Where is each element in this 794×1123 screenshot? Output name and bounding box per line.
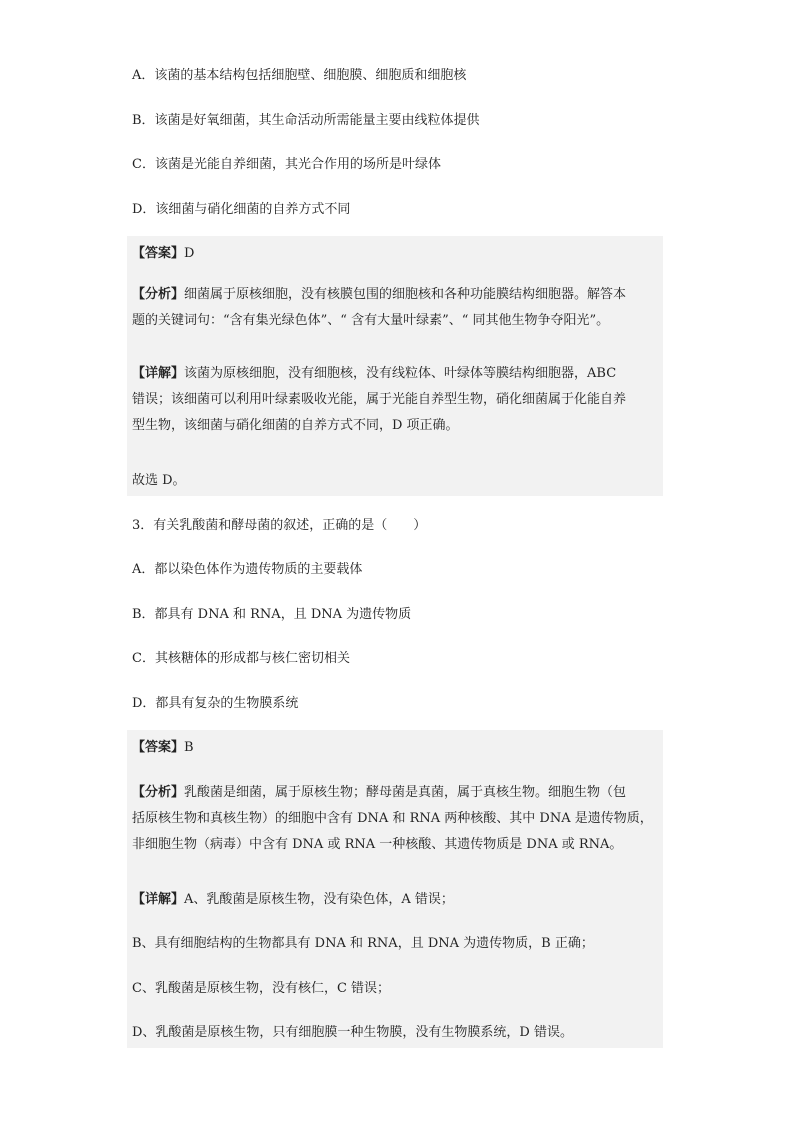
q2-detail-line-2: 错误；该细菌可以利用叶绿素吸收光能，属于光能自养型生物，硝化细菌属于化能自养 (132, 392, 627, 407)
q3-option-d: D．都具有复杂的生物膜系统 (132, 696, 299, 711)
q3-analysis-line-1 (132, 780, 662, 806)
q3-answer (132, 738, 662, 758)
q2-answer (132, 244, 662, 264)
q3-analysis-line-2: 括原核生物和真核生物）的细胞中含有 DNA 和 RNA 两种核酸、其中 DNA 是遗传物质， (132, 811, 653, 826)
q2-conclusion: 故选 D。 (132, 473, 186, 488)
q3-detail-line-2: B、具有细胞结构的生物都具有 DNA 和 RNA，且 DNA 为遗传物质，B 正确； (132, 936, 594, 951)
answer-tag: 【答案】 (132, 740, 185, 755)
q2-option-c: C．该菌是光能自养细菌，其光合作用的场所是叶绿体 (132, 157, 441, 172)
q2-analysis (132, 282, 662, 334)
q3-detail-line-4: D、乳酸菌是原核生物，只有细胞膜一种生物膜，没有生物膜系统，D 错误。 (132, 1025, 573, 1040)
q3-option-a: A．都以染色体作为遗传物质的主要载体 (132, 562, 363, 577)
q3-detail-line-1 (132, 890, 662, 910)
answer-tag: 【答案】 (132, 246, 185, 261)
q3-option-c: C．其核糖体的形成都与核仁密切相关 (132, 651, 350, 666)
detail-text: A、乳酸菌是原核生物，没有染色体，A 错误； (184, 892, 454, 907)
q2-detail-line-1 (132, 361, 662, 387)
q3-option-b: B．都具有 DNA 和 RNA，且 DNA 为遗传物质 (132, 607, 412, 622)
analysis-tag: 【分析】 (132, 287, 185, 302)
q3-stem: 3．有关乳酸菌和酵母菌的叙述，正确的是（ ） (132, 518, 427, 533)
q3-analysis (132, 780, 662, 858)
detail-tag: 【详解】 (132, 366, 185, 381)
analysis-text: 细菌属于原核细胞，没有核膜包围的细胞核和各种功能膜结构细胞器。解答本 (184, 287, 627, 302)
analysis-text: 乳酸菌是细菌，属于原核生物；酵母菌是真菌，属于真核生物。细胞生物（包 (184, 785, 627, 800)
q3-explanation-block (127, 730, 663, 1048)
q2-analysis-line-2: 题的关键词句：“含有集光绿色体”、“ 含有大量叶绿素”、“ 同其他生物争夺阳光”。 (132, 313, 610, 328)
detail-text: 该菌为原核细胞，没有细胞核，没有线粒体、叶绿体等膜结构细胞器，ABC (184, 366, 617, 381)
q3-detail-line-3: C、乳酸菌是原核生物，没有核仁，C 错误； (132, 981, 391, 996)
q2-option-b: B．该菌是好氧细菌，其生命活动所需能量主要由线粒体提供 (132, 113, 480, 128)
analysis-tag: 【分析】 (132, 785, 185, 800)
detail-tag: 【详解】 (132, 892, 185, 907)
q3-analysis-line-3: 非细胞生物（病毒）中含有 DNA 或 RNA 一种核酸、其遗传物质是 DNA 或 RNA。 (132, 837, 623, 852)
q2-detail (132, 361, 662, 439)
q2-analysis-line-1 (132, 282, 662, 308)
answer-value: D (184, 246, 195, 261)
q2-detail-line-3: 型生物，该细菌与硝化细菌的自养方式不同，D 项正确。 (132, 418, 459, 433)
q2-option-a: A．该菌的基本结构包括细胞壁、细胞膜、细胞质和细胞核 (132, 68, 467, 83)
q2-option-d: D．该细菌与硝化细菌的自养方式不同 (132, 202, 351, 217)
answer-value: B (184, 740, 194, 755)
